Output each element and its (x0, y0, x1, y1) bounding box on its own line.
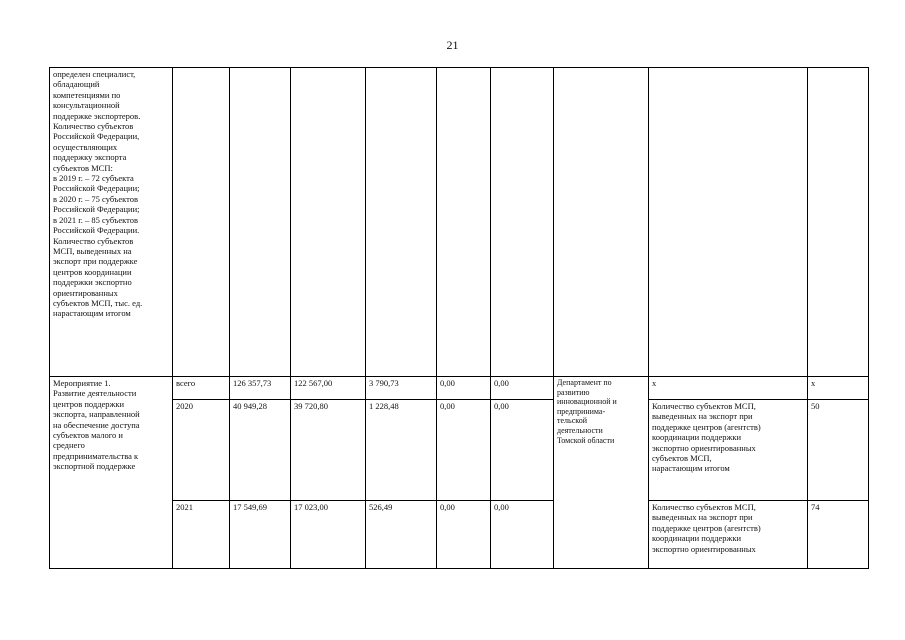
table-row (50, 68, 869, 377)
value-cell: x (808, 377, 869, 400)
federal-cell: 122 567,00 (291, 377, 366, 400)
other-cell: 0,00 (491, 501, 554, 569)
empty-cell (808, 68, 869, 377)
empty-cell (649, 68, 808, 377)
local-cell: 0,00 (437, 400, 491, 501)
federal-cell: 17 023,00 (291, 501, 366, 569)
local-cell: 0,00 (437, 501, 491, 569)
empty-cell (366, 68, 437, 377)
regional-cell: 3 790,73 (366, 377, 437, 400)
other-cell: 0,00 (491, 400, 554, 501)
empty-cell (173, 68, 230, 377)
local-cell: 0,00 (437, 377, 491, 400)
total-cell: 17 549,69 (230, 501, 291, 569)
table-row (50, 501, 869, 569)
program-table (49, 67, 869, 569)
period-cell: 2021 (173, 501, 230, 569)
empty-cell (230, 68, 291, 377)
period-cell: 2020 (173, 400, 230, 501)
regional-cell: 1 228,48 (366, 400, 437, 501)
federal-cell: 39 720,80 (291, 400, 366, 501)
other-cell: 0,00 (491, 377, 554, 400)
empty-cell (554, 68, 649, 377)
empty-cell (437, 68, 491, 377)
page-number: 21 (446, 38, 459, 52)
total-cell: 126 357,73 (230, 377, 291, 400)
indicator-cell: Количество субъектов МСП, выведенных на экспорт при поддержке центров (агентств) координации поддержки экспортно ориентированных (649, 501, 808, 569)
intro-text-cell: определен специалист, обладающий компетенциями по консультационной поддержке экспортеров. Количество субъектов Российской Федерации, осуществляющих поддержку экспорта субъектов МСП: в 2019 г. – 72 субъекта Российской Федерации; в 2020 г. – 75 субъектов Российской Федерации; в 2021 г. – 85 субъектов Российской Федерации. Количество субъектов МСП, выведенных на экспорт при поддержке центров координации поддержки экспортно ориентированных субъектов МСП, тыс. ед. нарастающим итогом (50, 68, 173, 377)
executor-cell: Департамент по развитию инновационной и предпринима- тельской деятельности Томской области (554, 377, 649, 569)
indicator-cell: Количество субъектов МСП, выведенных на экспорт при поддержке центров (агентств) координации поддержки экспортно ориентированных субъектов МСП, нарастающим итогом (649, 400, 808, 501)
table-row (50, 400, 869, 501)
period-cell: всего (173, 377, 230, 400)
regional-cell: 526,49 (366, 501, 437, 569)
total-cell: 40 949,28 (230, 400, 291, 501)
empty-cell (491, 68, 554, 377)
empty-cell (291, 68, 366, 377)
table-row (50, 377, 869, 400)
indicator-cell: x (649, 377, 808, 400)
value-cell: 74 (808, 501, 869, 569)
measure-name-cell: Мероприятие 1. Развитие деятельности центров поддержки экспорта, направленной на обеспечение доступа субъектов малого и среднего предпринимательства к экспортной поддержке (50, 377, 173, 569)
value-cell: 50 (808, 400, 869, 501)
